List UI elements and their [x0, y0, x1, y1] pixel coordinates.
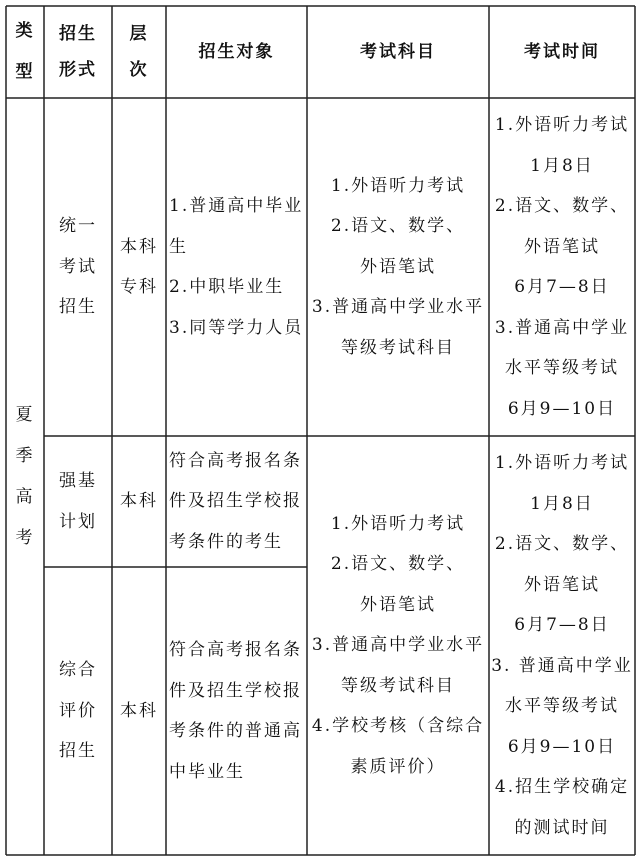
header-level	[112, 6, 166, 98]
header-level-line: 层	[129, 24, 149, 44]
category-cell	[6, 98, 44, 855]
row1-level: 本科 专科	[120, 236, 158, 297]
shared-time: 1.外语听力考试 1月8日 2.语文、数学、 外语笔试 6月7—8日 3. 普通高中学业 水平等级考试 6月9—10日 4.招生学校确定 的测试时间	[491, 453, 633, 838]
row1-form: 统一 考试 招生	[59, 216, 97, 318]
row1-subjects: 1.外语听力考试 2.语文、数学、 外语笔试 3.普通高中学业水平 等级考试科目	[311, 175, 485, 358]
category-char: 高	[15, 486, 35, 507]
header-type	[6, 6, 44, 98]
category-char: 季	[15, 445, 35, 466]
header-time: 考试时间	[524, 42, 600, 62]
row2-level: 本科	[120, 491, 158, 512]
header-form-line: 招生	[59, 24, 97, 44]
row1-time: 1.外语听力考试 1月8日 2.语文、数学、 外语笔试 6月7—8日 3.普通高中学业 水平等级考试 6月9—10日	[494, 115, 630, 419]
header-level-line: 次	[129, 60, 149, 80]
row1-target: 1.普通高中毕业 生 2.中职毕业生 3.同等学力人员	[169, 196, 304, 338]
header-form-line: 形式	[59, 60, 97, 80]
category-char: 考	[15, 527, 35, 548]
row3-level: 本科	[120, 700, 158, 721]
row2-form: 强基 计划	[59, 471, 97, 532]
category-char: 夏	[15, 404, 35, 425]
row3-target: 符合高考报名条 件及招生学校报 考条件的普通高 中毕业生	[169, 640, 302, 782]
header-target: 招生对象	[198, 42, 275, 62]
header-type-line: 类	[15, 21, 35, 41]
row2-target: 符合高考报名条 件及招生学校报 考条件的考生	[169, 450, 302, 552]
header-form	[44, 6, 112, 98]
header-type-line: 型	[15, 62, 35, 82]
shared-subjects: 1.外语听力考试 2.语文、数学、 外语笔试 3.普通高中学业水平 等级考试科目 4.学校考核（含综合 素质评价）	[311, 513, 485, 777]
header-subjects: 考试科目	[360, 42, 436, 62]
row3-form: 综合 评价 招生	[59, 660, 97, 762]
